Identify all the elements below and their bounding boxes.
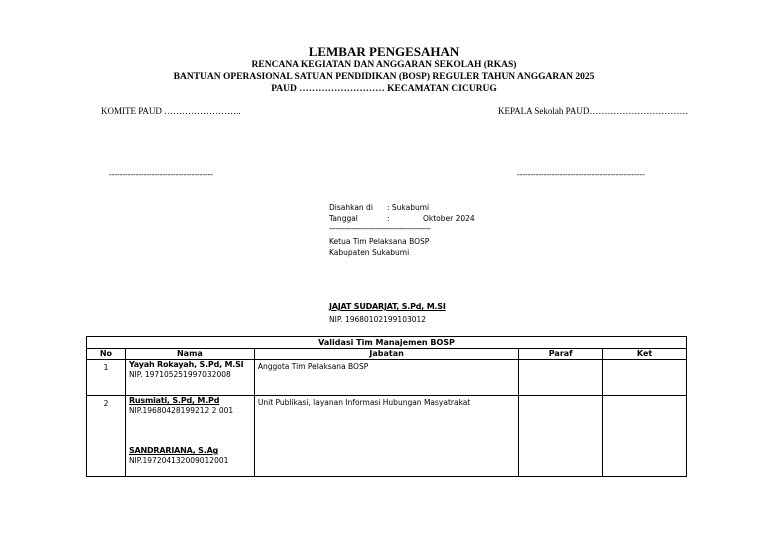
column-header-ket: Ket: [603, 349, 687, 360]
subtitle-paud: PAUD ……………………… KECAMATAN CICURUG: [271, 84, 497, 94]
row-number: 2: [87, 396, 126, 477]
date-label: Tanggal: [329, 214, 358, 223]
kepala-label: KEPALA Sekolah PAUD……………………………: [498, 106, 689, 116]
chief-name: JAJAT SUDARJAT, S.Pd, M.SI: [329, 302, 446, 311]
row-jabatan: Unit Publikasi, layanan Informasi Hubungan Masyatrakat: [254, 396, 518, 477]
member-name: Rusmiati, S.Pd, M.Pd: [128, 396, 220, 405]
role-line-2: Kabupaten Sukabumi: [329, 248, 410, 257]
member-nip: NIP.19680428199212 2 001: [128, 406, 234, 415]
row-paraf: [519, 396, 603, 477]
member-nip: NIP. 197105251997032008: [128, 370, 231, 379]
role-line-1: Ketua Tim Pelaksana BOSP: [329, 237, 430, 246]
column-header-no: No: [87, 349, 126, 360]
approval-separator: ----------------------------------------------: [329, 224, 431, 233]
validation-table: [86, 336, 687, 477]
table-row: [87, 360, 687, 396]
row-ket: [603, 396, 687, 477]
place-value: : Sukabumi: [387, 203, 430, 212]
column-header-nama: Nama: [125, 349, 254, 360]
row-ket: [603, 360, 687, 396]
chief-nip: NIP. 19680102199103012: [329, 315, 427, 324]
row-number: 1: [87, 360, 126, 396]
subtitle-bosp: BANTUAN OPERASIONAL SATUAN PENDIDIKAN (BOSP) REGULER TAHUN ANGGARAN 2025: [173, 72, 595, 82]
row-jabatan: Anggota Tim Pelaksana BOSP: [254, 360, 518, 396]
member-nip-2: NIP.197204132009012001: [128, 456, 229, 465]
row-name-cell: [125, 396, 254, 477]
row-name-cell: [125, 360, 254, 396]
table-row: [87, 396, 687, 477]
komite-signature-line: ---------------------------------------: [109, 170, 213, 179]
member-name: Yayah Rokayah, S.Pd, M.SI: [128, 360, 244, 369]
document-title: LEMBAR PENGESAHAN: [308, 44, 460, 59]
kepala-signature-line: ------------------------------------------------: [517, 170, 645, 179]
column-header-paraf: Paraf: [519, 349, 603, 360]
row-paraf: [519, 360, 603, 396]
subtitle-rkas: RENCANA KEGIATAN DAN ANGGARAN SEKOLAH (RKAS): [251, 60, 517, 70]
table-caption: Validasi Tim Manajemen BOSP: [87, 337, 687, 349]
date-colon: :: [387, 214, 390, 223]
date-value: Oktober 2024: [423, 214, 475, 223]
place-label: Disahkan di: [329, 203, 373, 212]
member-name-2: SANDRARIANA, S.Ag: [128, 446, 219, 455]
column-header-jabatan: Jabatan: [254, 349, 518, 360]
komite-label: KOMITE PAUD ……………………..: [101, 106, 241, 116]
